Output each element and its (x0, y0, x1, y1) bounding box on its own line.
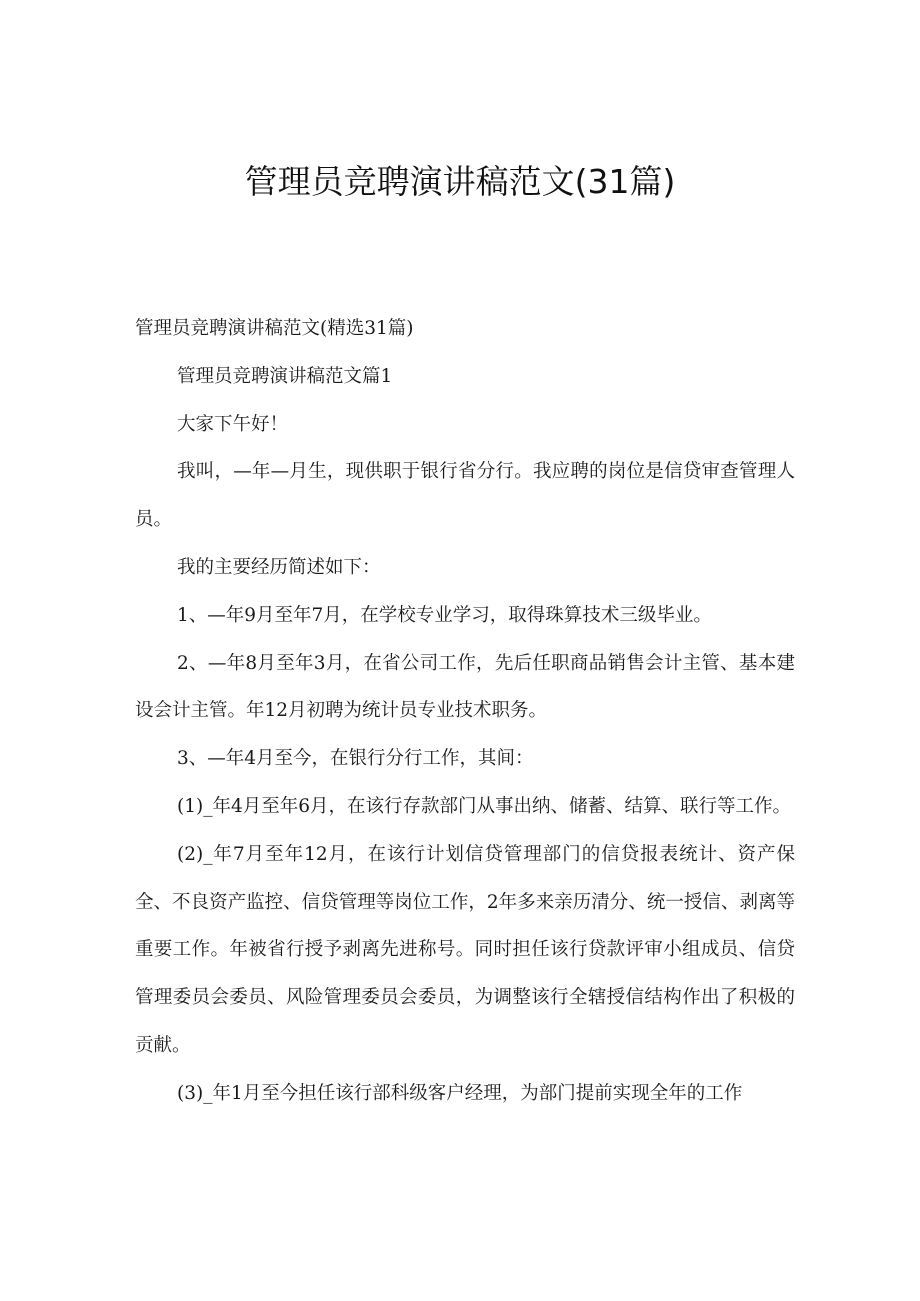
document-body (135, 305, 795, 1118)
paragraph-experience-2: 2、—年8月至年3月，在省公司工作，先后任职商品销售会计主管、基本建设会计主管。年12月初聘为统计员专业技术职务。 (135, 652, 795, 722)
paragraph-subtitle: 管理员竞聘演讲稿范文(精选31篇) (135, 318, 414, 339)
paragraph-experience-1: 1、—年9月至年7月，在学校专业学习，取得珠算技术三级毕业。 (177, 604, 712, 626)
paragraph-experience-3-2: (2)_年7月至年12月，在该行计划信贷管理部门的信贷报表统计、资产保全、不良资产监控、信贷管理等岗位工作，2年多来亲历清分、统一授信、剥离等重要工作。年被省行授予剥离先进称号。同时担任该行贷款评审小组成员、信贷管理委员会委员、风险管理委员会委员，为调整该行全辖授信结构作出了积极的贡献。 (135, 843, 795, 1056)
paragraph-experience-3-1: (1)_年4月至年6月，在该行存款部门从事出纳、储蓄、结算、联行等工作。 (177, 795, 791, 817)
document-title: 管理员竞聘演讲稿范文(31篇) (244, 162, 676, 201)
paragraph-section-heading: 管理员竞聘演讲稿范文篇1 (177, 365, 393, 387)
paragraph-introduction: 我叫，—年—月生，现供职于银行省分行。我应聘的岗位是信贷审查管理人员。 (135, 461, 795, 531)
paragraph-experience-3-3: (3)_年1月至今担任该行部科级客户经理，为部门提前实现全年的工作 (177, 1082, 743, 1104)
paragraph-experience-3: 3、—年4月至今，在银行分行工作，其间： (177, 748, 534, 770)
paragraph-experience-intro: 我的主要经历简述如下： (177, 556, 381, 578)
paragraph-greeting: 大家下午好！ (177, 413, 289, 435)
